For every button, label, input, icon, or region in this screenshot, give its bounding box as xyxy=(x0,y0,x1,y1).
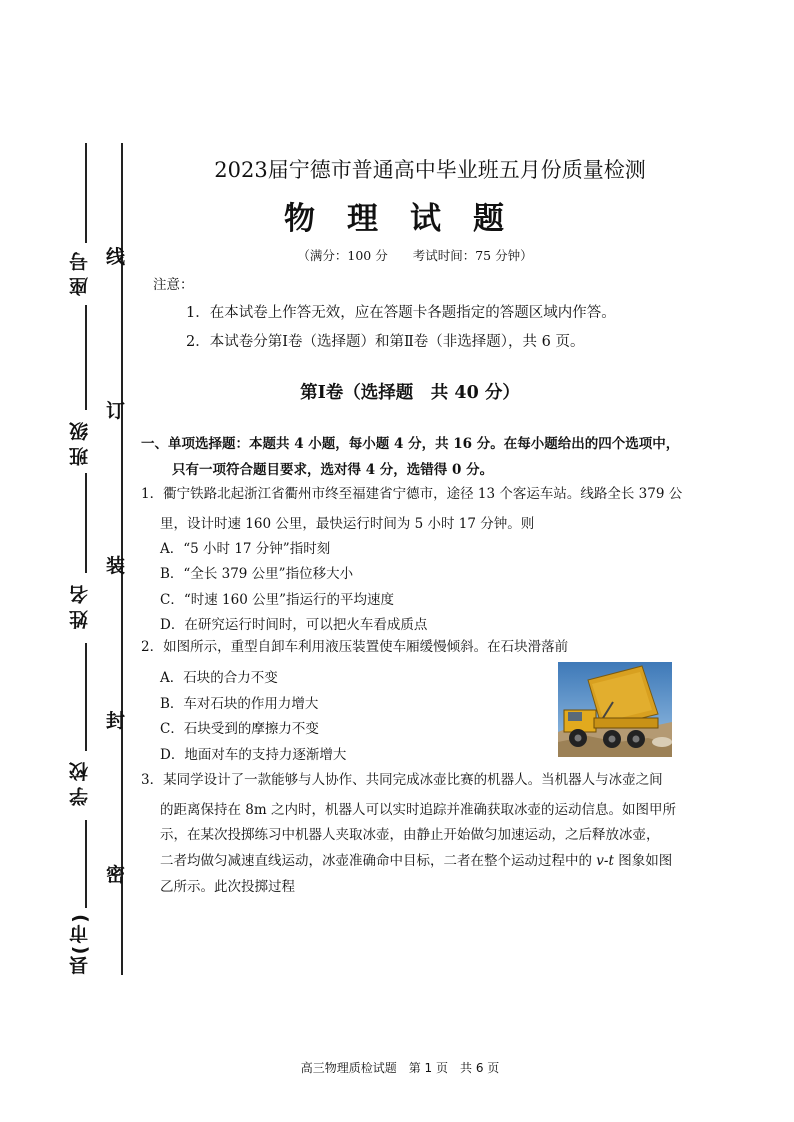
subject-title: 物理试题 xyxy=(284,201,536,237)
exam-meta: （满分：100 分 考试时间：75 分钟） xyxy=(297,248,533,263)
q3-line-5: 乙所示。此次投掷过程 xyxy=(160,879,295,895)
part-heading-line-2: 只有一项符合题目要求，选对得 4 分，选错得 0 分。 xyxy=(172,462,494,478)
q3-line-4-end: 图象如图 xyxy=(618,853,673,869)
notice-item-2: 2．本试卷分第Ⅰ卷（选择题）和第Ⅱ卷（非选择题），共 6 页。 xyxy=(186,334,585,350)
q2-option-d: D．地面对车的支持力逐渐增大 xyxy=(160,747,347,763)
q3-line-4 xyxy=(160,849,672,869)
seal-char-seal: 封 xyxy=(106,710,126,732)
county-fill-line xyxy=(85,820,87,908)
q3-line-1: 3．某同学设计了一款能够与人协作、共同完成冰壶比赛的机器人。当机器人与冰壶之间 xyxy=(141,772,663,788)
seal-char-secret: 密 xyxy=(106,864,126,886)
name-fill-line xyxy=(85,473,87,573)
q2-option-b: B．车对石块的作用力增大 xyxy=(160,696,319,712)
q3-line-3: 示，在某次投掷练习中机器人夹取冰壶，由静止开始做匀加速运动，之后释放冰壶， xyxy=(160,827,660,843)
q1-line-1: 1．衢宁铁路北起浙江省衢州市终至福建省宁德市，途径 13 个客运车站。线路全长 379 公 xyxy=(141,486,683,502)
dump-truck-photo xyxy=(558,662,672,757)
exam-title: 2023届宁德市普通高中毕业班五月份质量检测 xyxy=(214,158,646,182)
notice-label: 注意： xyxy=(153,277,194,293)
q1-option-c: C．“时速 160 公里”指运行的平均速度 xyxy=(160,592,394,608)
school-label: 学校 xyxy=(69,756,91,806)
q2-line-1: 2．如图所示，重型自卸车利用液压装置使车厢缓慢倾斜。在石块滑落前 xyxy=(141,639,569,655)
notice-item-1: 1．在本试卷上作答无效，应在答题卡各题指定的答题区域内作答。 xyxy=(186,305,616,321)
q1-option-a: A．“5 小时 17 分钟”指时刻 xyxy=(160,541,331,557)
q1-option-d: D．在研究运行时间时，可以把火车看成质点 xyxy=(160,617,428,633)
seal-char-bind: 装 xyxy=(106,555,126,577)
county-label: 县(市) xyxy=(69,912,91,976)
q1-option-b: B．“全长 379 公里”指位移大小 xyxy=(160,566,354,582)
section-title: 第Ⅰ卷（选择题 共 40 分） xyxy=(300,383,520,403)
seal-char-staple: 订 xyxy=(106,400,126,422)
name-label: 姓名 xyxy=(69,579,91,629)
q2-option-c: C．石块受到的摩擦力不变 xyxy=(160,721,319,737)
seal-char-line: 线 xyxy=(106,246,126,268)
page-footer: 高三物理质检试题 第 1 页 共 6 页 xyxy=(300,1061,500,1075)
part-heading-line-1: 一、单项选择题：本题共 4 小题，每小题 4 分，共 16 分。在每小题给出的四个选项中， xyxy=(141,436,680,452)
q3-line-4-text: 二者均做匀减速直线运动，冰壶准确命中目标，二者在整个运动过程中的 xyxy=(160,853,597,869)
class-label: 班级 xyxy=(69,416,91,466)
q2-option-a: A．石块的合力不变 xyxy=(160,670,278,686)
q1-line-2: 里，设计时速 160 公里，最快运行时间为 5 小时 17 分钟。则 xyxy=(160,516,535,532)
seat-label: 座号 xyxy=(69,246,91,296)
q3-line-2: 的距离保持在 8m 之内时，机器人可以实时追踪并准确获取冰壶的运动信息。如图甲所 xyxy=(160,802,676,818)
school-fill-line xyxy=(85,643,87,751)
vt-symbol: v-t xyxy=(596,853,614,869)
